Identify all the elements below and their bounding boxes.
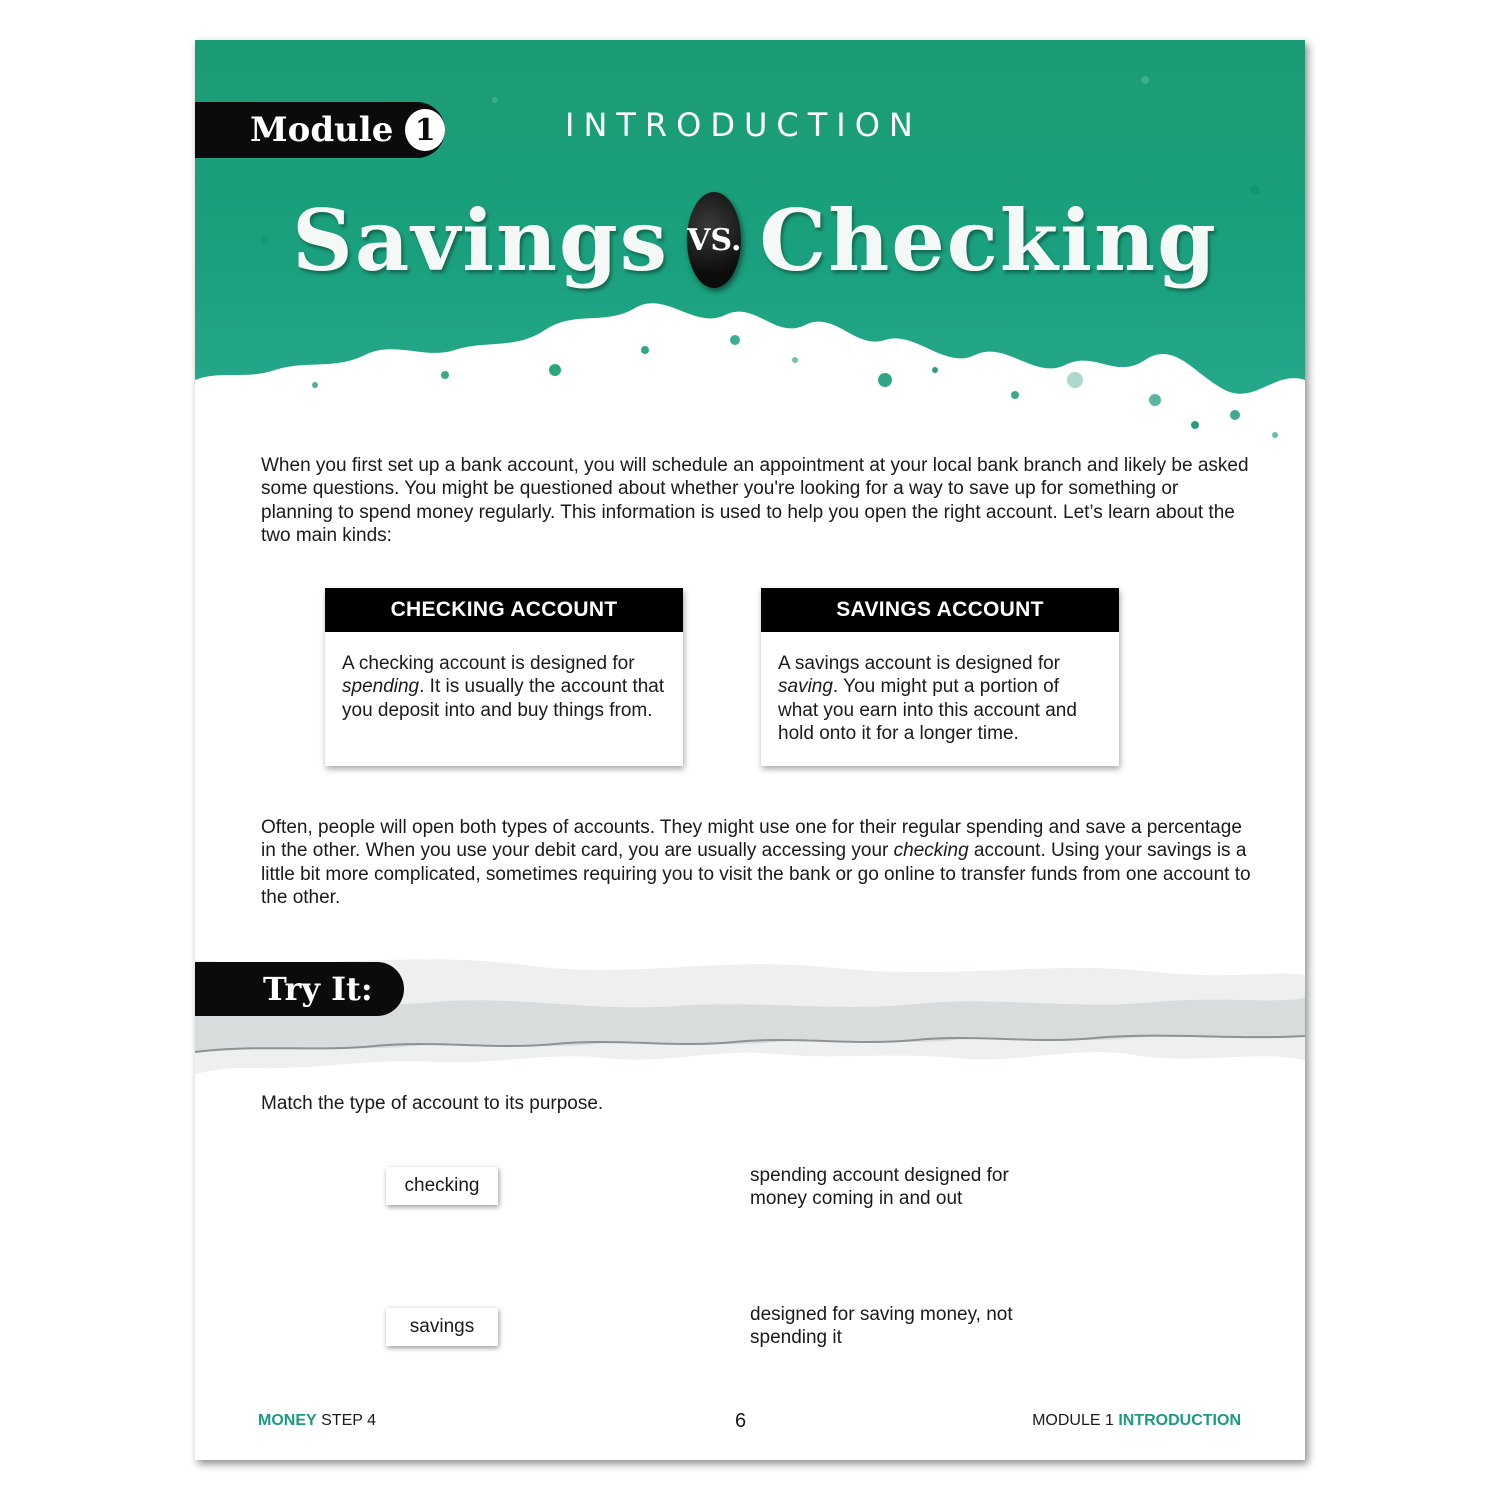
savings-account-description (761, 632, 1119, 745)
page-title (292, 180, 1218, 300)
footer-series-accent: MONEY (258, 1412, 317, 1429)
module-tab (195, 102, 445, 158)
savings-desc-text-end: . You might put a portion of what you earn into this account and hold onto it for a longer time. (778, 676, 1077, 744)
try-it-tab (195, 962, 404, 1016)
checking-desc-text-end: . It is usually the account that you deposit into and buy things from. (342, 676, 665, 721)
intro-paragraph: When you first set up a bank account, you will schedule an appointment at your local bank branch and likely be asked some questions. You might be questioned about whether you're looking for a way to save up for something or planning to spend money regularly. This information is used to help you open the right account. Let’s learn about the two main kinds: (261, 455, 1249, 546)
module-label: Module (250, 110, 394, 150)
vs-badge: VS. (687, 192, 741, 288)
checking-account-description (325, 632, 683, 722)
savings-desc-emphasis: saving (778, 676, 833, 698)
footer-series-step: STEP 4 (316, 1412, 376, 1429)
section-label: INTRODUCTION (565, 106, 922, 144)
checking-desc-emphasis: spending (342, 676, 420, 698)
checking-account-box (325, 588, 683, 766)
title-checking: Checking (759, 190, 1218, 290)
definition-saving[interactable]: designed for saving money, not spending it (750, 1304, 1013, 1349)
footer-module-accent: INTRODUCTION (1118, 1412, 1241, 1429)
match-instruction: Match the type of account to its purpose. (261, 1093, 604, 1114)
second-paragraph-emphasis: checking (893, 840, 969, 862)
title-savings: Savings (292, 190, 670, 290)
second-paragraph-text-end: account. Using your savings is a little bit more complicated, sometimes requiring you to visit the bank or go online to transfer funds from one account to the other. (261, 840, 1251, 908)
term-chip-savings[interactable]: savings (386, 1308, 498, 1346)
try-it-label: Try It: (263, 970, 373, 1008)
footer-module-label: MODULE 1 (1032, 1412, 1119, 1429)
definition-spending[interactable]: spending account designed for money coming in and out (750, 1165, 1009, 1210)
second-paragraph (261, 816, 1251, 909)
worksheet-page (195, 40, 1305, 1460)
second-paragraph-text: Often, people will open both types of accounts. They might use one for their regular spending and save a percentage in the other. When you use your debit card, you are usually accessing your (261, 817, 1242, 862)
savings-account-box (761, 588, 1119, 766)
savings-account-heading: SAVINGS ACCOUNT (761, 588, 1119, 632)
checking-account-heading: CHECKING ACCOUNT (325, 588, 683, 632)
footer-module (1032, 1412, 1241, 1430)
savings-desc-text: A savings account is designed for (778, 653, 1061, 674)
term-chip-checking[interactable]: checking (386, 1167, 498, 1205)
module-number-badge: 1 (405, 109, 445, 151)
checking-desc-text: A checking account is designed for (342, 653, 635, 674)
footer-series (258, 1412, 376, 1430)
page-number: 6 (735, 1410, 747, 1432)
